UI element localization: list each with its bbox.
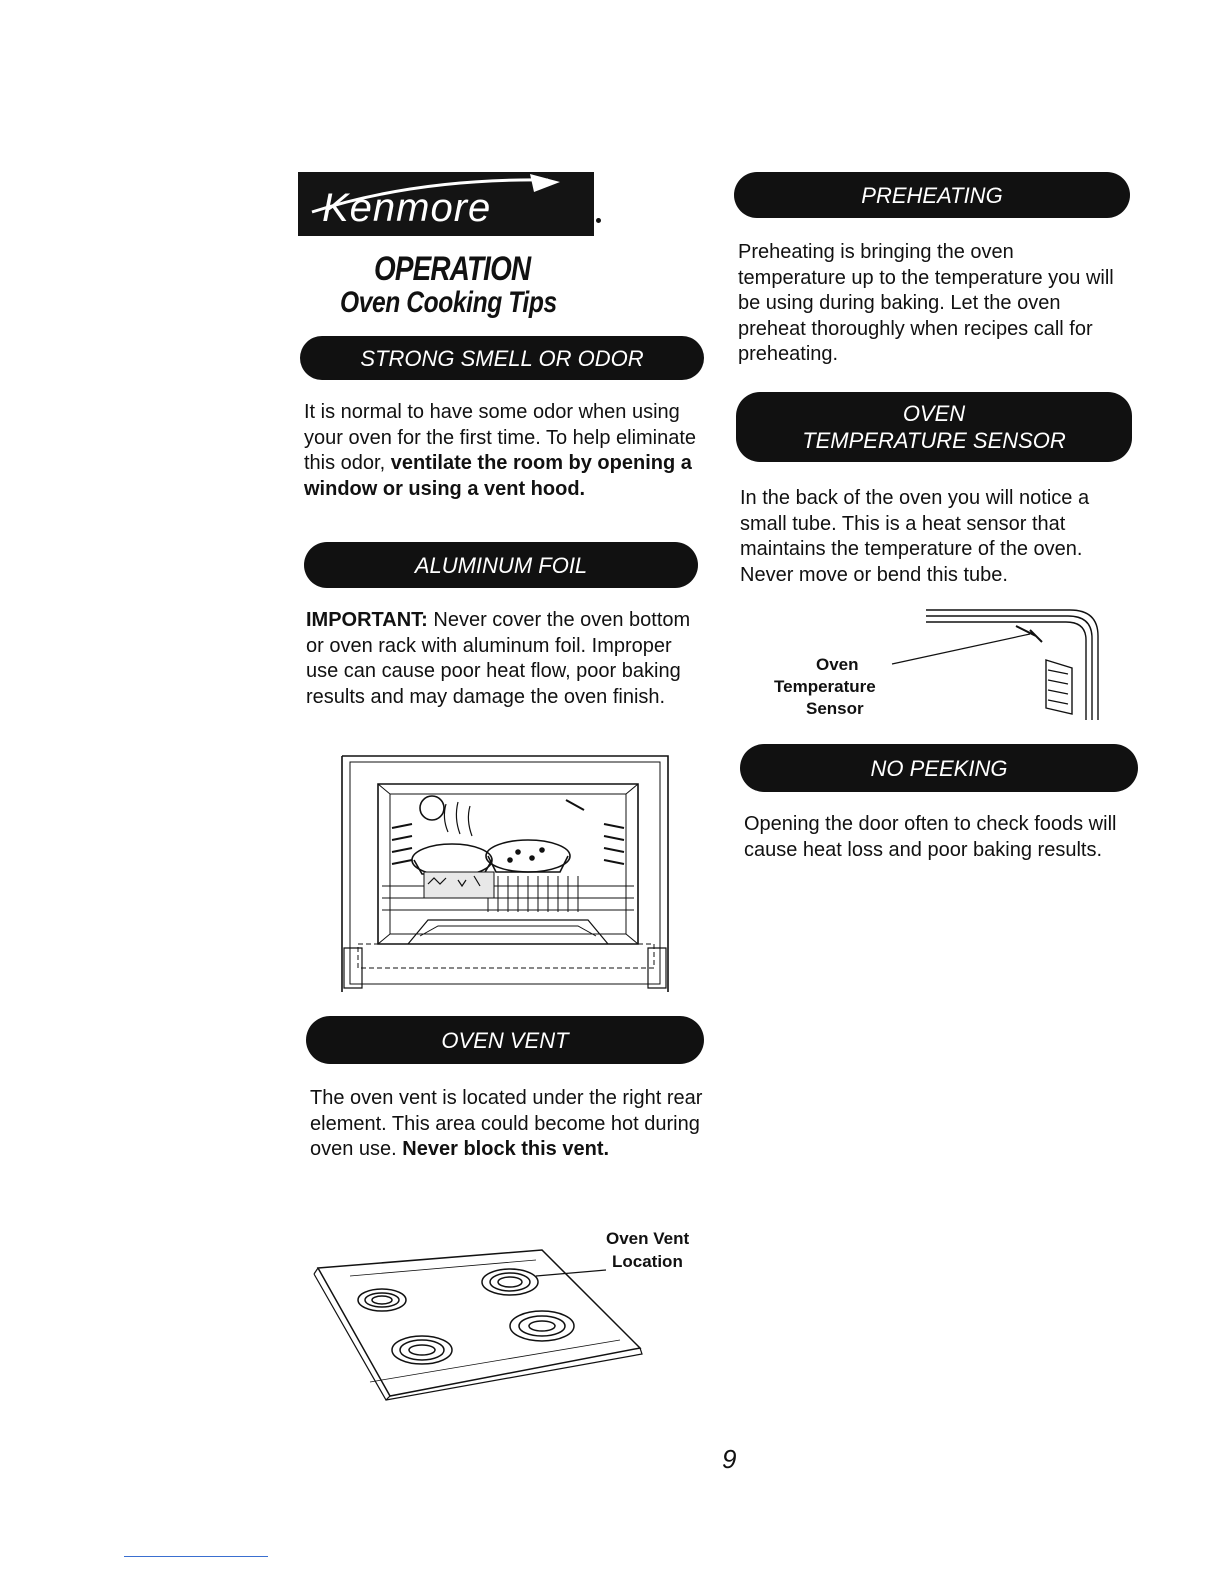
section-header-text-line2: TEMPERATURE SENSOR bbox=[802, 428, 1066, 453]
section-header-preheating bbox=[734, 172, 1130, 218]
page-title: OPERATION bbox=[374, 250, 531, 288]
oven-interior-illustration bbox=[338, 748, 674, 994]
paragraph-bold-text: Never block this vent. bbox=[402, 1138, 610, 1160]
logo-trademark-dot bbox=[596, 218, 601, 223]
section-header-text: PREHEATING bbox=[861, 182, 1003, 208]
section-header-text-line1: OVEN bbox=[902, 401, 966, 426]
page-number: 9 bbox=[722, 1444, 737, 1474]
section-header-strong-smell bbox=[300, 336, 704, 380]
paragraph-text: The oven vent is located under the right rear element. This area could become hot during oven use. bbox=[310, 1087, 703, 1160]
section-header-temperature-sensor bbox=[736, 392, 1132, 462]
aluminum-foil-paragraph bbox=[306, 608, 706, 710]
section-header-oven-vent bbox=[306, 1016, 704, 1064]
paragraph-bold-text: IMPORTANT: bbox=[306, 609, 428, 631]
section-header-text: ALUMINUM FOIL bbox=[414, 552, 588, 578]
kenmore-logo bbox=[298, 172, 594, 236]
section-header-text: STRONG SMELL OR ODOR bbox=[360, 345, 644, 371]
oven-vent-label-line2: Location bbox=[612, 1252, 683, 1271]
logo-wordmark: Kenmore bbox=[322, 186, 492, 230]
sensor-label-line3: Sensor bbox=[806, 699, 864, 718]
temperature-sensor-illustration bbox=[870, 604, 1106, 722]
section-header-text: OVEN VENT bbox=[441, 1027, 569, 1053]
paragraph-bold-text: ventilate the room by opening a window or using a vent hood. bbox=[304, 452, 692, 500]
oven-vent-label-line1: Oven Vent bbox=[606, 1229, 690, 1248]
sensor-label-line1: Oven bbox=[816, 655, 859, 674]
page-subtitle: Oven Cooking Tips bbox=[340, 286, 557, 319]
footer-rule bbox=[124, 1556, 268, 1557]
oven-vent-paragraph bbox=[310, 1086, 710, 1163]
section-header-no-peeking bbox=[740, 744, 1138, 792]
temperature-sensor-paragraph: In the back of the oven you will notice a small tube. This is a heat sensor that maintains the temperature of the oven. Never move or bend this tube. bbox=[740, 487, 1090, 586]
sensor-label-line2: Temperature bbox=[774, 677, 876, 696]
paragraph-text: Never cover the oven bottom or oven rack with aluminum foil. Improper use can cause poor heat flow, poor baking results and may damage the oven finish. bbox=[306, 609, 691, 708]
cooktop-illustration bbox=[310, 1240, 650, 1404]
section-header-aluminum-foil bbox=[304, 542, 698, 588]
section-header-text: NO PEEKING bbox=[870, 755, 1008, 781]
no-peeking-paragraph: Opening the door often to check foods will cause heat loss and poor baking results. bbox=[744, 813, 1117, 861]
strong-smell-paragraph bbox=[304, 400, 704, 502]
paragraph-text: It is normal to have some odor when using your oven for the first time. To help eliminate this odor, bbox=[304, 401, 697, 474]
preheating-paragraph: Preheating is bringing the oven temperature up to the temperature you will be using during baking. Let the oven preheat thoroughly when recipes call for preheating. bbox=[738, 241, 1114, 365]
